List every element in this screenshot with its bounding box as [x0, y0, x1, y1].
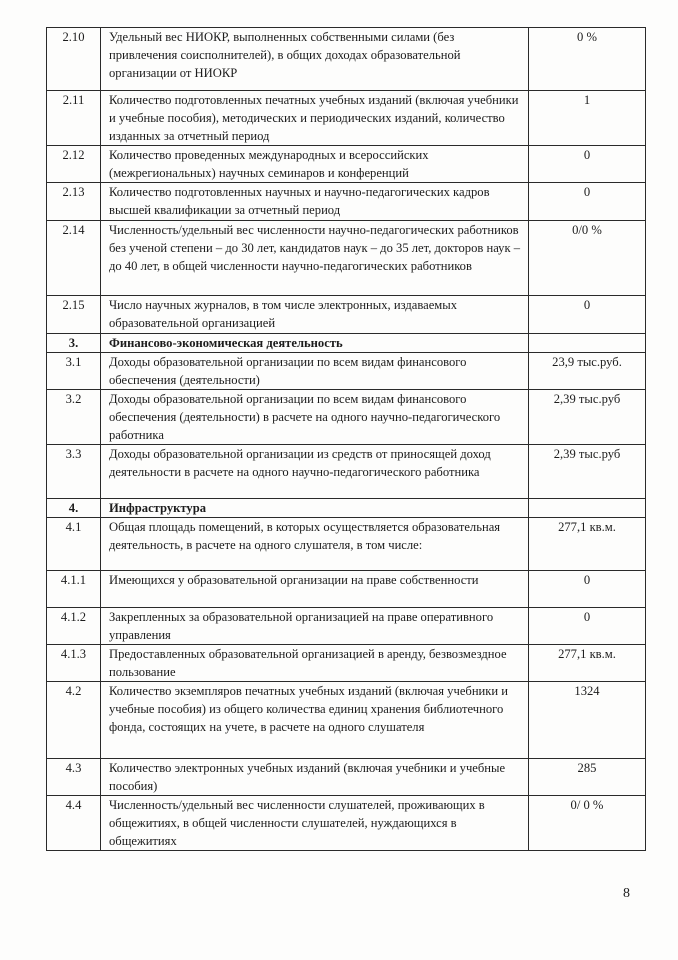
row-number-cell: 2.10 — [47, 28, 101, 91]
indicator-description-cell: Общая площадь помещений, в которых осуществляется образовательная деятельность, в расчете на одного слушателя, в том числе: — [101, 518, 529, 571]
indicator-description-cell: Доходы образовательной организации по всем видам финансового обеспечения (деятельности) — [101, 353, 529, 390]
indicator-description-cell: Количество подготовленных научных и научно-педагогических кадров высшей квалификации за отчетный период — [101, 183, 529, 221]
indicator-value-cell: 277,1 кв.м. — [529, 645, 646, 682]
indicator-description-cell: Предоставленных образовательной организацией в аренду, безвозмездное пользование — [101, 645, 529, 682]
row-number-cell: 4.2 — [47, 682, 101, 759]
indicator-description-cell: Удельный вес НИОКР, выполненных собственными силами (без привлечения соисполнителей), в общих доходах образовательной организации от НИОКР — [101, 28, 529, 91]
indicator-description-cell: Число научных журналов, в том числе электронных, издаваемых образовательной организацией — [101, 296, 529, 334]
indicator-value-cell: 2,39 тыс.руб — [529, 390, 646, 445]
indicator-description-cell: Доходы образовательной организации из средств от приносящей доход деятельности в расчете на одного научно-педагогического работника — [101, 445, 529, 499]
row-number-cell: 4. — [47, 499, 101, 518]
row-number-cell: 2.14 — [47, 221, 101, 296]
indicator-value-cell — [529, 499, 646, 518]
row-number-cell: 4.1 — [47, 518, 101, 571]
row-number-cell: 4.4 — [47, 796, 101, 851]
indicator-description-cell: Количество электронных учебных изданий (включая учебники и учебные пособия) — [101, 759, 529, 796]
table-row — [47, 28, 646, 91]
indicator-description-cell: Численность/удельный вес численности слушателей, проживающих в общежитиях, в общей численности слушателей, нуждающихся в общежитиях — [101, 796, 529, 851]
row-number-cell: 4.1.2 — [47, 608, 101, 645]
indicator-value-cell: 0 — [529, 183, 646, 221]
table-row — [47, 682, 646, 759]
indicator-value-cell: 0 — [529, 146, 646, 183]
indicator-description-cell: Количество проведенных международных и всероссийских (межрегиональных) научных семинаров и конференций — [101, 146, 529, 183]
indicator-value-cell: 0/ 0 % — [529, 796, 646, 851]
indicator-value-cell — [529, 334, 646, 353]
section-title-cell: Инфраструктура — [101, 499, 529, 518]
indicator-description-cell: Доходы образовательной организации по всем видам финансового обеспечения (деятельности) в расчете на одного научно-педагогического работника — [101, 390, 529, 445]
row-number-cell: 3.1 — [47, 353, 101, 390]
indicator-value-cell: 1324 — [529, 682, 646, 759]
table-row — [47, 146, 646, 183]
row-number-cell: 3.2 — [47, 390, 101, 445]
table-row — [47, 91, 646, 146]
row-number-cell: 2.15 — [47, 296, 101, 334]
indicator-value-cell: 285 — [529, 759, 646, 796]
row-number-cell: 4.3 — [47, 759, 101, 796]
table-row — [47, 221, 646, 296]
row-number-cell: 3. — [47, 334, 101, 353]
indicator-description-cell: Закрепленных за образовательной организацией на праве оперативного управления — [101, 608, 529, 645]
indicator-value-cell: 0 — [529, 571, 646, 608]
indicator-description-cell: Количество подготовленных печатных учебных изданий (включая учебники и учебные пособия), методических и периодических изданий, количество изданных за отчетный период — [101, 91, 529, 146]
indicator-description-cell: Численность/удельный вес численности научно-педагогических работников без ученой степени – до 30 лет, кандидатов наук – до 35 лет, докторов наук – до 40 лет, в общей численности научно-педагогических работников — [101, 221, 529, 296]
section-title-cell: Финансово-экономическая деятельность — [101, 334, 529, 353]
indicator-value-cell: 0 % — [529, 28, 646, 91]
row-number-cell: 2.13 — [47, 183, 101, 221]
row-number-cell: 2.12 — [47, 146, 101, 183]
indicators-table — [46, 27, 646, 851]
indicator-description-cell: Количество экземпляров печатных учебных изданий (включая учебники и учебные пособия) из общего количества единиц хранения библиотечного фонда, состоящих на учете, в расчете на одного слушателя — [101, 682, 529, 759]
table-row — [47, 296, 646, 334]
indicator-value-cell: 0 — [529, 296, 646, 334]
table-row — [47, 571, 646, 608]
page-number: 8 — [623, 886, 630, 901]
table-row — [47, 390, 646, 445]
table-body — [47, 28, 646, 851]
table-row — [47, 353, 646, 390]
indicator-value-cell: 277,1 кв.м. — [529, 518, 646, 571]
section-header-row — [47, 334, 646, 353]
row-number-cell: 4.1.3 — [47, 645, 101, 682]
indicator-value-cell: 0 — [529, 608, 646, 645]
table-row — [47, 645, 646, 682]
row-number-cell: 3.3 — [47, 445, 101, 499]
indicator-value-cell: 0/0 % — [529, 221, 646, 296]
section-header-row — [47, 499, 646, 518]
row-number-cell: 2.11 — [47, 91, 101, 146]
table-row — [47, 608, 646, 645]
table-row — [47, 518, 646, 571]
table-row — [47, 183, 646, 221]
table-row — [47, 796, 646, 851]
indicator-value-cell: 23,9 тыс.руб. — [529, 353, 646, 390]
indicator-description-cell: Имеющихся у образовательной организации на праве собственности — [101, 571, 529, 608]
indicator-value-cell: 1 — [529, 91, 646, 146]
row-number-cell: 4.1.1 — [47, 571, 101, 608]
indicator-value-cell: 2,39 тыс.руб — [529, 445, 646, 499]
table-row — [47, 445, 646, 499]
table-row — [47, 759, 646, 796]
